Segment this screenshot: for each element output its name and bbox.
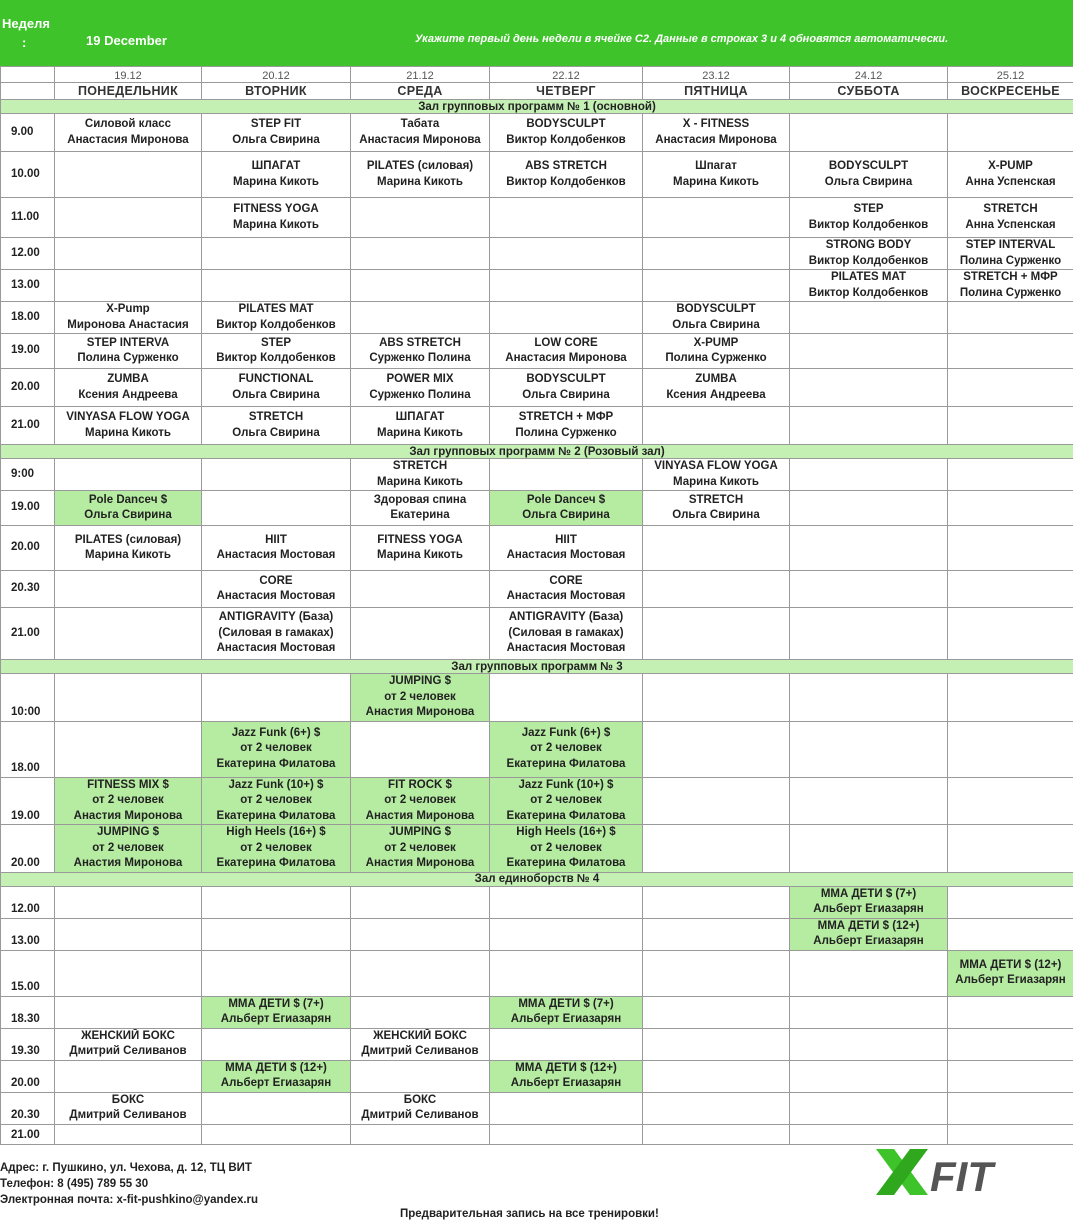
class-cell: X-Pump Миронова Анастасия xyxy=(55,302,202,334)
empty-cell xyxy=(948,825,1073,873)
schedule-table xyxy=(0,66,1073,1145)
empty-cell xyxy=(55,674,202,722)
class-cell: HIIT Анастасия Мостовая xyxy=(490,526,643,571)
footer-address: Адрес: г. Пушкино, ул. Чехова, д. 12, ТЦ ВИТ xyxy=(0,1162,252,1174)
header-note: Укажите первый день недели в ячейке С2. Данные в строках 3 и 4 обновятся автоматически. xyxy=(415,33,949,45)
class-cell: Pole Danceч $ Ольга Свирина xyxy=(55,491,202,526)
empty-cell xyxy=(643,1092,790,1124)
section-title: Зал групповых программ № 3 xyxy=(1,660,1073,674)
time-cell: 20.30 xyxy=(1,1092,55,1124)
class-cell: Pole Danceч $ Ольга Свирина xyxy=(490,491,643,526)
corner-cell xyxy=(1,83,55,100)
empty-cell xyxy=(351,721,490,777)
empty-cell xyxy=(643,1124,790,1144)
date-cell: 22.12 xyxy=(490,67,643,83)
class-cell: ШПАГАТ Марина Кикоть xyxy=(202,152,351,198)
empty-cell xyxy=(643,571,790,608)
empty-cell xyxy=(790,1060,948,1092)
time-cell: 13.00 xyxy=(1,270,55,302)
class-cell: STEP INTERVA Полина Сурженко xyxy=(55,334,202,369)
class-cell: X-PUMP Анна Успенская xyxy=(948,152,1073,198)
class-cell: STRETCH Анна Успенская xyxy=(948,198,1073,238)
time-cell: 19.00 xyxy=(1,491,55,526)
empty-cell xyxy=(351,1124,490,1144)
class-cell: STRETCH + МФР Полина Сурженко xyxy=(948,270,1073,302)
booking-note: Предварительная запись на все тренировки! xyxy=(400,1208,659,1220)
empty-cell xyxy=(948,407,1073,445)
class-cell: БОКС Дмитрий Селиванов xyxy=(351,1092,490,1124)
class-cell: ММА ДЕТИ $ (12+) Альберт Егиазарян xyxy=(490,1060,643,1092)
schedule-row xyxy=(1,491,1073,526)
empty-cell xyxy=(55,459,202,491)
empty-cell xyxy=(643,1060,790,1092)
section-header xyxy=(1,660,1073,674)
footer-phone: Телефон: 8 (495) 789 55 30 xyxy=(0,1178,149,1190)
empty-cell xyxy=(790,950,948,996)
class-cell: JUMPING $ от 2 человек Анастия Миронова xyxy=(351,674,490,722)
empty-cell xyxy=(948,777,1073,825)
days-row xyxy=(1,83,1073,100)
empty-cell xyxy=(643,721,790,777)
empty-cell xyxy=(790,674,948,722)
empty-cell xyxy=(790,334,948,369)
time-cell: 9:00 xyxy=(1,459,55,491)
empty-cell xyxy=(948,996,1073,1028)
empty-cell xyxy=(948,721,1073,777)
date-cell: 23.12 xyxy=(643,67,790,83)
empty-cell xyxy=(948,1060,1073,1092)
time-cell: 20.30 xyxy=(1,571,55,608)
empty-cell xyxy=(948,571,1073,608)
schedule-row xyxy=(1,721,1073,777)
schedule-row xyxy=(1,674,1073,722)
empty-cell xyxy=(490,302,643,334)
time-cell: 10.00 xyxy=(1,152,55,198)
class-cell: ЖЕНСКИЙ БОКС Дмитрий Селиванов xyxy=(351,1028,490,1060)
empty-cell xyxy=(490,459,643,491)
empty-cell xyxy=(55,950,202,996)
time-cell: 12.00 xyxy=(1,238,55,270)
time-cell: 19.00 xyxy=(1,777,55,825)
schedule-row xyxy=(1,152,1073,198)
empty-cell xyxy=(202,1092,351,1124)
class-cell: ЖЕНСКИЙ БОКС Дмитрий Селиванов xyxy=(55,1028,202,1060)
empty-cell xyxy=(202,918,351,950)
empty-cell xyxy=(643,526,790,571)
footer-contacts xyxy=(0,1160,258,1208)
empty-cell xyxy=(202,886,351,918)
schedule-row xyxy=(1,526,1073,571)
empty-cell xyxy=(490,238,643,270)
schedule-row xyxy=(1,777,1073,825)
empty-cell xyxy=(790,721,948,777)
day-header: ЧЕТВЕРГ xyxy=(490,83,643,100)
empty-cell xyxy=(490,270,643,302)
empty-cell xyxy=(55,198,202,238)
empty-cell xyxy=(202,950,351,996)
class-cell: ANTIGRAVITY (База) (Силовая в гамаках) Анастасия Мостовая xyxy=(490,608,643,660)
class-cell: JUMPING $ от 2 человек Анастия Миронова xyxy=(351,825,490,873)
schedule-row xyxy=(1,1060,1073,1092)
empty-cell xyxy=(202,1124,351,1144)
time-cell: 21.00 xyxy=(1,608,55,660)
class-cell: STEP INTERVAL Полина Сурженко xyxy=(948,238,1073,270)
class-cell: FITNESS MIX $ от 2 человек Анастия Миронова xyxy=(55,777,202,825)
empty-cell xyxy=(643,198,790,238)
section-title: Зал групповых программ № 1 (основной) xyxy=(1,100,1073,114)
time-cell: 10:00 xyxy=(1,674,55,722)
empty-cell xyxy=(55,1060,202,1092)
empty-cell xyxy=(790,996,948,1028)
week-colon: : xyxy=(22,35,27,50)
schedule-row xyxy=(1,459,1073,491)
schedule-row xyxy=(1,302,1073,334)
empty-cell xyxy=(55,918,202,950)
empty-cell xyxy=(643,996,790,1028)
empty-cell xyxy=(948,674,1073,722)
empty-cell xyxy=(948,302,1073,334)
empty-cell xyxy=(643,238,790,270)
empty-cell xyxy=(55,608,202,660)
class-cell: ZUMBA Ксения Андреева xyxy=(55,369,202,407)
class-cell: Jazz Funk (10+) $ от 2 человек Екатерина Филатова xyxy=(202,777,351,825)
class-cell: Jazz Funk (6+) $ от 2 человек Екатерина Филатова xyxy=(490,721,643,777)
empty-cell xyxy=(490,1092,643,1124)
corner-cell xyxy=(1,67,55,83)
xfit-logo xyxy=(870,1143,1020,1201)
empty-cell xyxy=(948,114,1073,152)
day-header: СУББОТА xyxy=(790,83,948,100)
section-title: Зал групповых программ № 2 (Розовый зал) xyxy=(1,445,1073,459)
schedule-row xyxy=(1,1092,1073,1124)
date-cell: 19.12 xyxy=(55,67,202,83)
dates-row xyxy=(1,67,1073,83)
day-header: ПЯТНИЦА xyxy=(643,83,790,100)
time-cell: 15.00 xyxy=(1,950,55,996)
schedule-row xyxy=(1,996,1073,1028)
empty-cell xyxy=(202,238,351,270)
empty-cell xyxy=(490,674,643,722)
empty-cell xyxy=(790,1092,948,1124)
schedule-row xyxy=(1,270,1073,302)
empty-cell xyxy=(790,407,948,445)
class-cell: FITNESS YOGA Марина Кикоть xyxy=(351,526,490,571)
class-cell: CORE Анастасия Мостовая xyxy=(202,571,351,608)
class-cell: BODYSCULPT Виктор Колдобенков xyxy=(490,114,643,152)
empty-cell xyxy=(643,825,790,873)
class-cell: ZUMBA Ксения Андреева xyxy=(643,369,790,407)
class-cell: ММА ДЕТИ $ (12+) Альберт Егиазарян xyxy=(948,950,1073,996)
time-cell: 12.00 xyxy=(1,886,55,918)
empty-cell xyxy=(490,918,643,950)
class-cell: БОКС Дмитрий Селиванов xyxy=(55,1092,202,1124)
time-cell: 11.00 xyxy=(1,198,55,238)
empty-cell xyxy=(643,886,790,918)
empty-cell xyxy=(643,1028,790,1060)
empty-cell xyxy=(643,950,790,996)
day-header: ВОСКРЕСЕНЬЕ xyxy=(948,83,1073,100)
empty-cell xyxy=(948,918,1073,950)
class-cell: ШПАГАТ Марина Кикоть xyxy=(351,407,490,445)
schedule-row xyxy=(1,407,1073,445)
class-cell: CORE Анастасия Мостовая xyxy=(490,571,643,608)
empty-cell xyxy=(643,674,790,722)
class-cell: ММА ДЕТИ $ (7+) Альберт Егиазарян xyxy=(202,996,351,1028)
time-cell: 21.00 xyxy=(1,1124,55,1144)
empty-cell xyxy=(55,996,202,1028)
class-cell: ММА ДЕТИ $ (12+) Альберт Егиазарян xyxy=(202,1060,351,1092)
class-cell: VINYASA FLOW YOGA Марина Кикоть xyxy=(643,459,790,491)
class-cell: ММА ДЕТИ $ (12+) Альберт Егиазарян xyxy=(790,918,948,950)
empty-cell xyxy=(55,152,202,198)
schedule-row xyxy=(1,571,1073,608)
class-cell: HIIT Анастасия Мостовая xyxy=(202,526,351,571)
schedule-row xyxy=(1,114,1073,152)
class-cell: Здоровая спина Екатерина xyxy=(351,491,490,526)
section-header xyxy=(1,445,1073,459)
date-cell: 21.12 xyxy=(351,67,490,83)
footer-email: Электронная почта: x-fit-pushkino@yandex.ru xyxy=(0,1194,259,1206)
date-cell: 25.12 xyxy=(948,67,1073,83)
empty-cell xyxy=(55,1124,202,1144)
empty-cell xyxy=(643,270,790,302)
schedule-row xyxy=(1,369,1073,407)
empty-cell xyxy=(948,1028,1073,1060)
empty-cell xyxy=(948,1092,1073,1124)
empty-cell xyxy=(948,1124,1073,1144)
class-cell: X - FITNESS Анастасия Миронова xyxy=(643,114,790,152)
class-cell: PILATES MAT Виктор Колдобенков xyxy=(790,270,948,302)
class-cell: STRETCH Ольга Свирина xyxy=(643,491,790,526)
empty-cell xyxy=(790,571,948,608)
empty-cell xyxy=(351,608,490,660)
day-header: СРЕДА xyxy=(351,83,490,100)
empty-cell xyxy=(55,886,202,918)
empty-cell xyxy=(55,238,202,270)
schedule-row xyxy=(1,918,1073,950)
empty-cell xyxy=(490,1124,643,1144)
class-cell: Jazz Funk (6+) $ от 2 человек Екатерина Филатова xyxy=(202,721,351,777)
class-cell: PILATES (силовая) Марина Кикоть xyxy=(55,526,202,571)
empty-cell xyxy=(790,1028,948,1060)
empty-cell xyxy=(790,608,948,660)
class-cell: JUMPING $ от 2 человек Анастия Миронова xyxy=(55,825,202,873)
empty-cell xyxy=(643,777,790,825)
empty-cell xyxy=(351,950,490,996)
empty-cell xyxy=(55,270,202,302)
schedule-row xyxy=(1,825,1073,873)
time-cell: 18.00 xyxy=(1,721,55,777)
empty-cell xyxy=(790,459,948,491)
class-cell: STEP Виктор Колдобенков xyxy=(202,334,351,369)
class-cell: PILATES MAT Виктор Колдобенков xyxy=(202,302,351,334)
time-cell: 19.30 xyxy=(1,1028,55,1060)
empty-cell xyxy=(790,302,948,334)
empty-cell xyxy=(490,886,643,918)
time-cell: 20.00 xyxy=(1,825,55,873)
class-cell: BODYSCULPT Ольга Свирина xyxy=(790,152,948,198)
class-cell: BODYSCULPT Ольга Свирина xyxy=(490,369,643,407)
section-header xyxy=(1,100,1073,114)
empty-cell xyxy=(790,825,948,873)
empty-cell xyxy=(643,407,790,445)
time-cell: 21.00 xyxy=(1,407,55,445)
class-cell: High Heels (16+) $ от 2 человек Екатерина Филатова xyxy=(202,825,351,873)
day-header: ВТОРНИК xyxy=(202,83,351,100)
empty-cell xyxy=(202,270,351,302)
day-header: ПОНЕДЕЛЬНИК xyxy=(55,83,202,100)
empty-cell xyxy=(948,491,1073,526)
empty-cell xyxy=(490,198,643,238)
class-cell: FUNCTIONAL Ольга Свирина xyxy=(202,369,351,407)
empty-cell xyxy=(948,886,1073,918)
time-cell: 20.00 xyxy=(1,1060,55,1092)
empty-cell xyxy=(351,198,490,238)
schedule-row xyxy=(1,334,1073,369)
empty-cell xyxy=(948,526,1073,571)
class-cell: FIT ROCK $ от 2 человек Анастия Миронова xyxy=(351,777,490,825)
schedule-row xyxy=(1,238,1073,270)
empty-cell xyxy=(643,918,790,950)
class-cell: ММА ДЕТИ $ (7+) Альберт Егиазарян xyxy=(790,886,948,918)
empty-cell xyxy=(351,302,490,334)
empty-cell xyxy=(948,369,1073,407)
class-cell: ABS STRETCH Сурженко Полина xyxy=(351,334,490,369)
empty-cell xyxy=(490,950,643,996)
class-cell: LOW CORE Анастасия Миронова xyxy=(490,334,643,369)
empty-cell xyxy=(202,1028,351,1060)
class-cell: STRETCH + МФР Полина Сурженко xyxy=(490,407,643,445)
class-cell: STRETCH Марина Кикоть xyxy=(351,459,490,491)
class-cell: Jazz Funk (10+) $ от 2 человек Екатерина Филатова xyxy=(490,777,643,825)
empty-cell xyxy=(790,1124,948,1144)
time-cell: 20.00 xyxy=(1,369,55,407)
class-cell: STRONG BODY Виктор Колдобенков xyxy=(790,238,948,270)
empty-cell xyxy=(643,608,790,660)
empty-cell xyxy=(55,571,202,608)
date-cell: 24.12 xyxy=(790,67,948,83)
empty-cell xyxy=(948,459,1073,491)
empty-cell xyxy=(351,238,490,270)
class-cell: X-PUMP Полина Сурженко xyxy=(643,334,790,369)
class-cell: High Heels (16+) $ от 2 человек Екатерина Филатова xyxy=(490,825,643,873)
class-cell: PILATES (силовая) Марина Кикоть xyxy=(351,152,490,198)
week-date: 19 December xyxy=(86,33,167,48)
date-cell: 20.12 xyxy=(202,67,351,83)
class-cell: Шпагат Марина Кикоть xyxy=(643,152,790,198)
class-cell: STRETCH Ольга Свирина xyxy=(202,407,351,445)
schedule-row xyxy=(1,608,1073,660)
empty-cell xyxy=(490,1028,643,1060)
header-bar xyxy=(0,0,1073,66)
empty-cell xyxy=(202,674,351,722)
svg-text:FIT: FIT xyxy=(930,1153,993,1200)
class-cell: BODYSCULPT Ольга Свирина xyxy=(643,302,790,334)
empty-cell xyxy=(351,886,490,918)
class-cell: ANTIGRAVITY (База) (Силовая в гамаках) Анастасия Мостовая xyxy=(202,608,351,660)
empty-cell xyxy=(351,571,490,608)
empty-cell xyxy=(790,114,948,152)
empty-cell xyxy=(351,918,490,950)
time-cell: 18.00 xyxy=(1,302,55,334)
schedule-row xyxy=(1,886,1073,918)
empty-cell xyxy=(351,1060,490,1092)
empty-cell xyxy=(790,526,948,571)
class-cell: STEP FIT Ольга Свирина xyxy=(202,114,351,152)
empty-cell xyxy=(351,996,490,1028)
time-cell: 13.00 xyxy=(1,918,55,950)
empty-cell xyxy=(202,491,351,526)
time-cell: 9.00 xyxy=(1,114,55,152)
time-cell: 19.00 xyxy=(1,334,55,369)
time-cell: 18.30 xyxy=(1,996,55,1028)
empty-cell xyxy=(790,491,948,526)
time-cell: 20.00 xyxy=(1,526,55,571)
class-cell: STEP Виктор Колдобенков xyxy=(790,198,948,238)
class-cell: POWER MIX Сурженко Полина xyxy=(351,369,490,407)
class-cell: Силовой класс Анастасия Миронова xyxy=(55,114,202,152)
schedule-row xyxy=(1,950,1073,996)
schedule-row xyxy=(1,1124,1073,1144)
empty-cell xyxy=(790,369,948,407)
schedule-row xyxy=(1,198,1073,238)
class-cell: ABS STRETCH Виктор Колдобенков xyxy=(490,152,643,198)
class-cell: VINYASA FLOW YOGA Марина Кикоть xyxy=(55,407,202,445)
empty-cell xyxy=(351,270,490,302)
section-title: Зал единоборств № 4 xyxy=(1,872,1073,886)
class-cell: ММА ДЕТИ $ (7+) Альберт Егиазарян xyxy=(490,996,643,1028)
empty-cell xyxy=(202,459,351,491)
empty-cell xyxy=(790,777,948,825)
empty-cell xyxy=(948,334,1073,369)
week-label: Неделя xyxy=(2,16,50,31)
class-cell: FITNESS YOGA Марина Кикоть xyxy=(202,198,351,238)
section-header xyxy=(1,872,1073,886)
schedule-row xyxy=(1,1028,1073,1060)
class-cell: Табата Анастасия Миронова xyxy=(351,114,490,152)
empty-cell xyxy=(948,608,1073,660)
empty-cell xyxy=(55,721,202,777)
